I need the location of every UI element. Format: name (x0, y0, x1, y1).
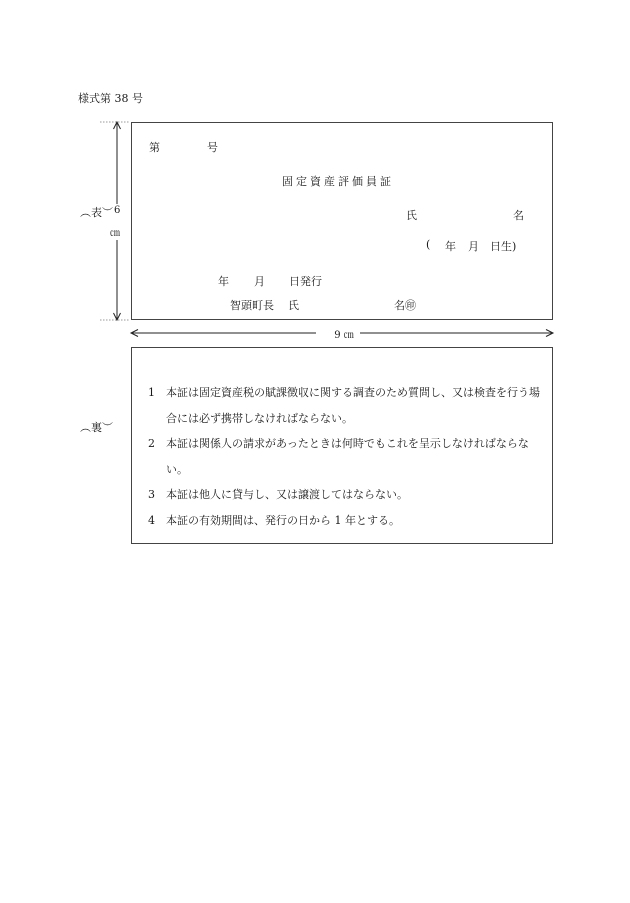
front-side-label: ︵表︶ (80, 206, 113, 219)
height-value: 6 (114, 205, 121, 216)
birth-year-label: 年 (445, 240, 456, 253)
issuer-name-seal: 名㊞ (394, 299, 416, 312)
back-rule-item (148, 508, 540, 534)
card-back (131, 347, 553, 544)
back-rule-number: 2 (148, 437, 155, 450)
back-rule-text: 本証の有効期間は、発行の日から 1 年とする。 (166, 513, 400, 527)
height-unit: ㎝ (110, 228, 120, 239)
issuer-name-label: 氏 (288, 299, 299, 312)
back-rule-text: 本証は固定資産税の賦課徴収に関する調査のため質問し、又は検査を行う場合には必ず携帯しなければならない。 (166, 386, 540, 425)
width-label: 9 ㎝ (334, 330, 354, 341)
back-side-label: ︵裏︶ (80, 421, 113, 434)
back-rule-text: 本証は関係人の請求があったときは何時でもこれを呈示しなければならない。 (166, 437, 529, 476)
back-rule-text: 本証は他人に貸与し、又は譲渡してはならない。 (166, 488, 408, 501)
back-rule-item (148, 431, 540, 482)
card-title: 固定資産評価員証 (282, 175, 394, 188)
birth-open-paren: ( (426, 238, 431, 251)
back-rule-number: 1 (148, 386, 155, 399)
back-rule-item (148, 380, 540, 431)
issue-month-label: 月 (254, 275, 265, 288)
issue-day-label: 日発行 (289, 275, 322, 288)
holder-name-label-1: 氏 (406, 209, 417, 222)
card-number-suffix: 号 (207, 141, 218, 154)
back-rule-number: 3 (148, 488, 155, 501)
holder-name-label-2: 名 (513, 209, 524, 222)
back-rules-list (148, 380, 540, 533)
back-rule-item (148, 482, 540, 508)
birth-month-label: 月 (468, 240, 479, 253)
birth-day-label: 日生) (490, 240, 517, 253)
card-front (131, 122, 553, 320)
form-number: 様式第 38 号 (78, 92, 143, 105)
issuer-title: 智頭町長 (230, 299, 274, 312)
card-number-prefix: 第 (149, 141, 160, 154)
issue-year-label: 年 (218, 275, 229, 288)
back-rule-number: 4 (148, 513, 155, 527)
